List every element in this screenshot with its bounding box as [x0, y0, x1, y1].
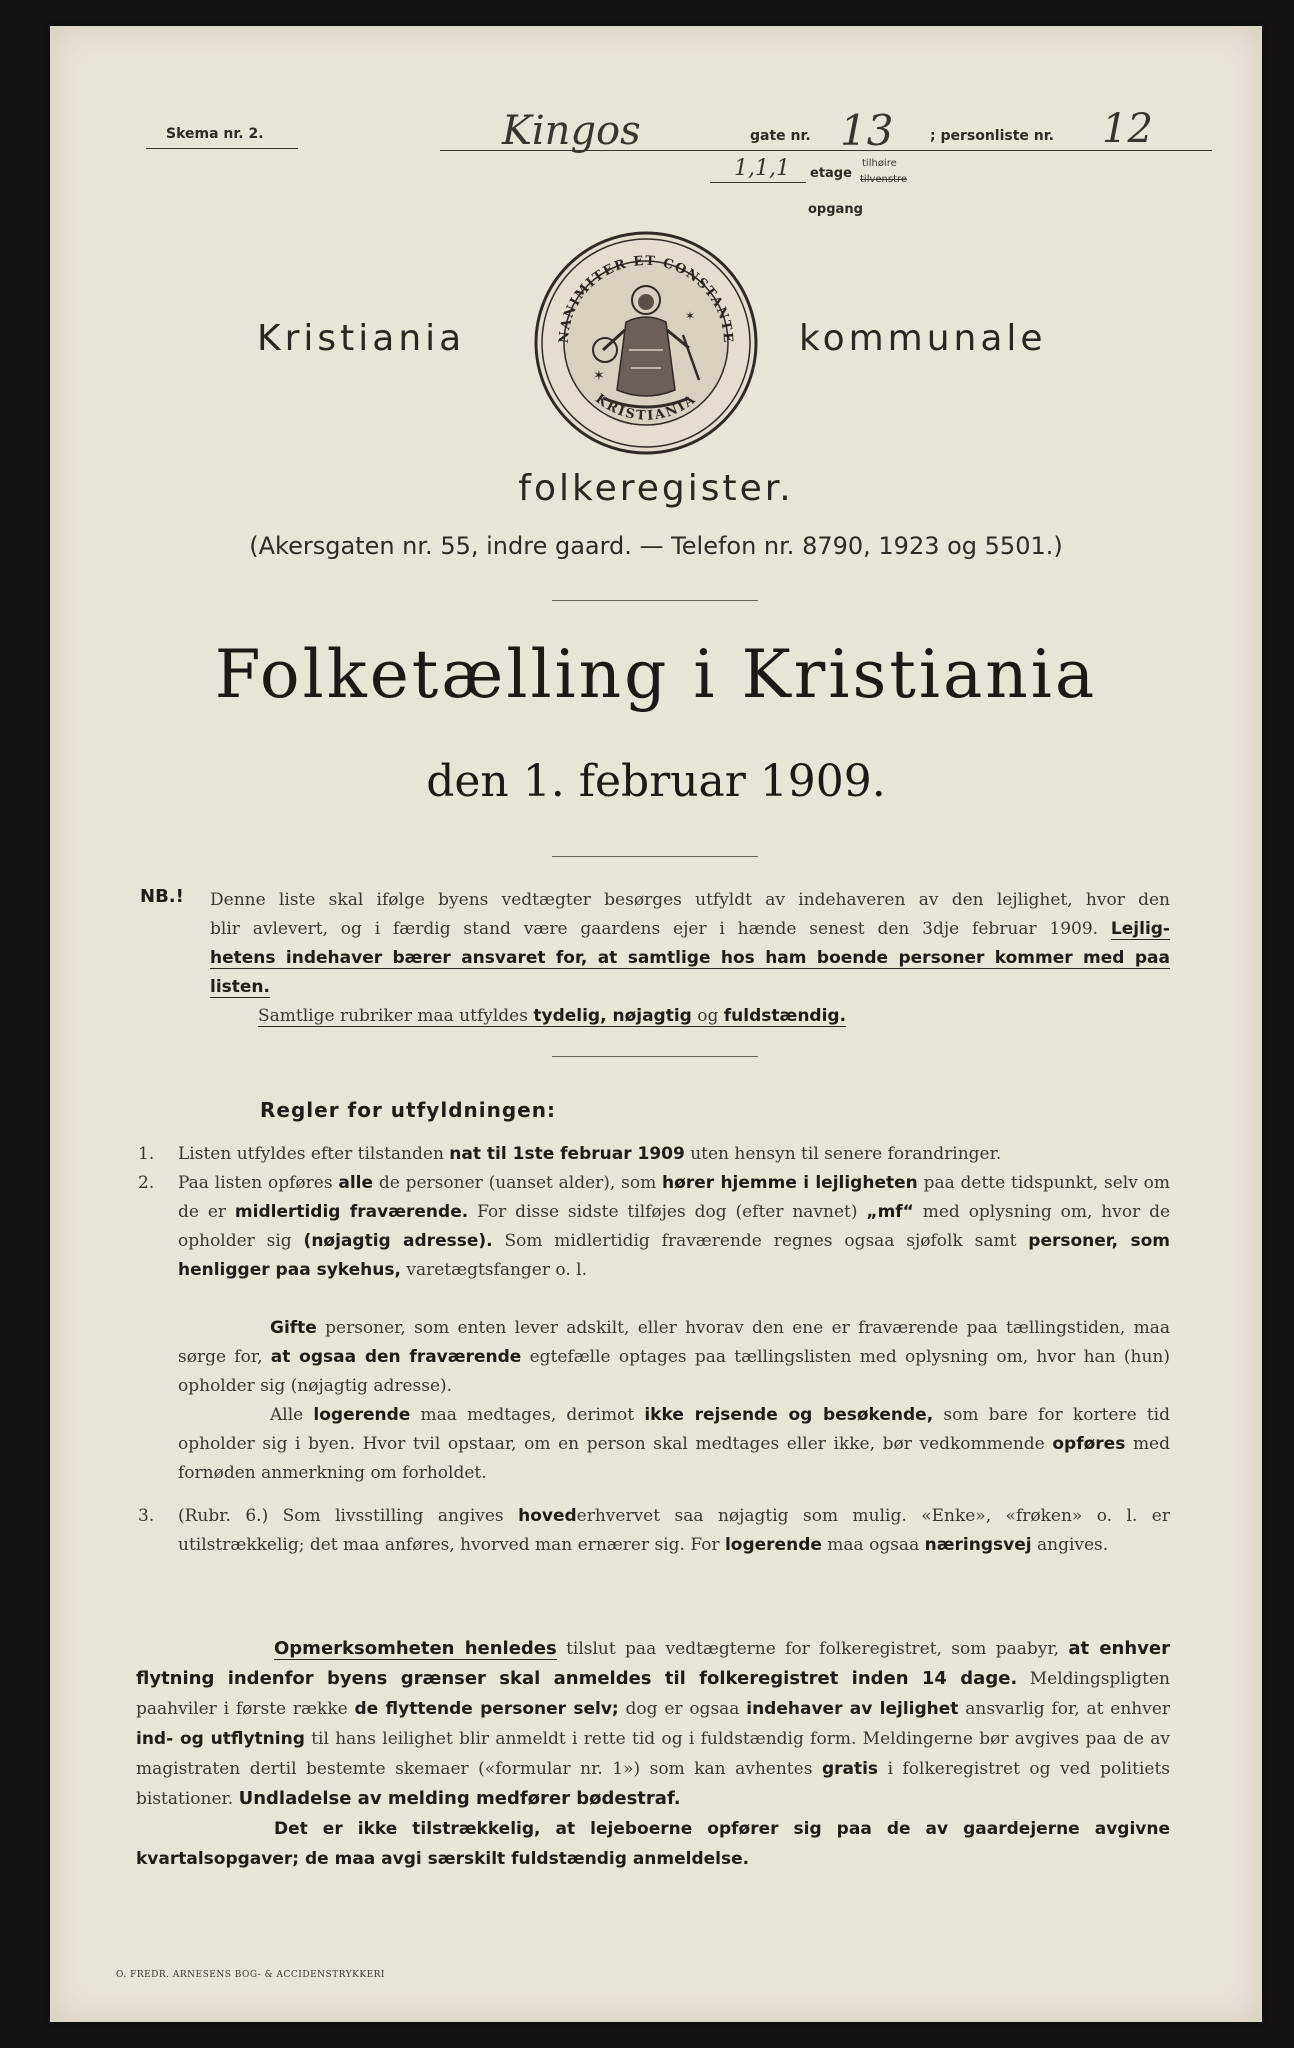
- divider-2: [552, 856, 758, 857]
- nb-line-2-emphasis: Lejlig-: [1110, 919, 1170, 939]
- rule-3-b3: næringsvej: [924, 1535, 1032, 1555]
- street-handwritten: Kingos: [502, 108, 641, 154]
- etage-label: etage: [810, 166, 852, 181]
- city-seal: [533, 230, 759, 456]
- notice-b1: at enhver flytning indenfor byens grænser skal anmeldes til folkeregistret inden 14 dage.: [136, 1638, 1170, 1689]
- notice-t3: dog er ogsaa: [625, 1699, 740, 1719]
- notice-t6: i folkeregistret og ved politiets bistationer.: [136, 1759, 1170, 1809]
- rules-heading: Regler for utfyldningen:: [260, 1098, 556, 1122]
- notice-t1: tilslut paa vedtægterne for folkeregistret, som paabyr,: [566, 1639, 1060, 1659]
- document-page: [50, 26, 1262, 2022]
- office-right-word: kommunale: [799, 318, 1047, 359]
- printer-imprint: O. FREDR. ARNESENS BOG- & ACCIDENSTRYKKERI: [116, 1970, 385, 1980]
- rule-2-text: [178, 1169, 1170, 1285]
- rule-2-t2: de personer (uanset alder), som: [378, 1173, 657, 1193]
- nb-line-4-a-text: Samtlige rubriker maa utfyldes: [258, 1006, 528, 1026]
- rule-2-lodgers-text: [178, 1401, 1170, 1488]
- rule-2c-b1: logerende: [313, 1405, 411, 1425]
- rule-2-b4: „mf“: [866, 1202, 914, 1222]
- rule-2c-t3: som bare for kortere tid opholder sig i byen. Hvor tvil opstaar, om en person skal medtages eller ikke, bør vedkommende: [178, 1405, 1170, 1454]
- nb-line-4-d: fuldstændig.: [723, 1006, 847, 1026]
- rule-2c-b2: ikke rejsende og besøkende,: [644, 1405, 934, 1425]
- side-label-bottom: tilvenstre: [860, 174, 908, 185]
- floor-underline: [710, 182, 806, 183]
- notice-t2: Meldingspligten paahviler i første række: [136, 1669, 1171, 1719]
- rule-2b-b1: Gifte: [270, 1318, 317, 1338]
- rule-2b-t1: personer, som enten lever adskilt, eller hvorav den ene er fraværende paa tællingstiden, maa sørge for,: [178, 1318, 1170, 1367]
- notice-last: Det er ikke tilstrækkelig, at lejeboerne opfører sig paa de av gaardejerne avgivne kvartalsopgaver; de maa avgi særskilt fuldstændig anmeldelse.: [136, 1819, 1170, 1869]
- office-left-word: Kristiania: [257, 318, 466, 359]
- main-title: Folketælling i Kristiania: [214, 636, 1098, 713]
- skema-underline: [146, 148, 298, 149]
- address-underline: [440, 150, 1212, 151]
- rule-2-b1: alle: [338, 1173, 374, 1193]
- rule-3-t4: angives.: [1036, 1535, 1109, 1555]
- nb-label: NB.!: [140, 886, 184, 907]
- notice-b3: indehaver av lejlighet: [746, 1699, 959, 1719]
- notice-t4: ansvarlig for, at enhver: [965, 1699, 1171, 1719]
- nb-line-4: [210, 1002, 1170, 1031]
- opgang-label: opgang: [808, 202, 863, 217]
- rule-2c-b3: opføres: [1052, 1434, 1126, 1454]
- rule-2-b2: hører hjemme i lejligheten: [662, 1173, 918, 1193]
- personliste-number: 12: [1102, 106, 1153, 152]
- rule-2-number: 2.: [138, 1173, 155, 1193]
- notice-last-paragraph: [136, 1814, 1170, 1874]
- nb-line-4-c: og: [697, 1006, 719, 1026]
- personliste-label: ; personliste nr.: [930, 128, 1054, 144]
- notice-t5: til hans leilighet blir anmeldt i rette tid og i fuldstændig form. Meldingerne bør avgives paa de av magistraten dertil bestemte skemaer («formular nr. 1») som kan avhentes: [136, 1729, 1170, 1779]
- rule-1-t2: uten hensyn til senere forandringer.: [690, 1144, 1002, 1164]
- notice-paragraph: [136, 1634, 1170, 1814]
- office-address: (Akersgaten nr. 55, indre gaard. — Telefon nr. 8790, 1923 og 5501.): [249, 532, 1063, 560]
- rule-2-t5: med oplysning om, hvor de opholder sig: [178, 1202, 1171, 1251]
- rule-3-t3: maa ogsaa: [827, 1535, 920, 1555]
- seal-graphic: [533, 230, 759, 456]
- nb-line-4-b: tydelig, nøjagtig: [533, 1006, 692, 1026]
- rule-3-b1: hoved: [518, 1506, 577, 1526]
- rule-1-number: 1.: [138, 1144, 155, 1164]
- floor-handwritten: 1,1,1: [734, 156, 790, 181]
- rule-3-text: [178, 1502, 1170, 1560]
- rule-1-t1: Listen utfyldes efter tilstanden: [178, 1144, 444, 1164]
- rule-2c-t4: med fornøden anmerkning om forholdet.: [178, 1434, 1171, 1483]
- rule-2-b3: midlertidig fraværende.: [234, 1202, 469, 1222]
- notice-b4: ind- og utflytning: [136, 1729, 305, 1749]
- seal-ring-text: NANIMITER ET CONSTANTE: [556, 253, 736, 345]
- notice-b5: gratis: [821, 1759, 879, 1779]
- rule-2-t7: varetægtsfanger o. l.: [406, 1260, 587, 1280]
- rule-2-t3: paa dette tidspunkt, selv om de er: [178, 1173, 1170, 1222]
- rule-2b-t2: egtefælle optages paa tællingslisten med oplysning om, hvor han (hun) opholder sig (nøjagtig adresse).: [178, 1347, 1170, 1396]
- rule-2-b5: (nøjagtig adresse).: [303, 1231, 493, 1251]
- nb-line-2-text: blir avlevert, og i færdig stand være gaardens ejer i hænde senest den 3dje februar 1909.: [210, 919, 1099, 939]
- nb-line-1: Denne liste skal ifølge byens vedtægter besørges utfyldt av indehaveren av den lejlighet, hvor den: [210, 890, 1170, 910]
- nb-line-2: [210, 915, 1170, 944]
- rule-3-b2: logerende: [724, 1535, 822, 1555]
- rule-2c-t2: maa medtages, derimot: [420, 1405, 635, 1425]
- nb-line-3: [210, 944, 1170, 1002]
- side-label-top: tilhøire: [862, 158, 897, 169]
- divider-1: [552, 600, 758, 601]
- rule-1-b1: nat til 1ste februar 1909: [449, 1144, 685, 1164]
- rule-2-t6: Som midlertidig fraværende regnes ogsaa sjøfolk samt: [504, 1231, 1017, 1251]
- skema-label: Skema nr. 2.: [166, 126, 264, 142]
- gate-number: 13: [840, 106, 894, 155]
- nb-line-3-emphasis: hetens indehaver bærer ansvaret for, at samtlige hos ham boende personer kommer med paa listen.: [210, 948, 1170, 997]
- svg-text:✶: ✶: [685, 309, 696, 323]
- svg-text:✶: ✶: [593, 368, 605, 384]
- rule-2-t4: For disse sidste tilføjes dog (efter navnet): [477, 1202, 858, 1222]
- rule-3-number: 3.: [138, 1506, 155, 1526]
- notice-b2: de flyttende personer selv;: [354, 1699, 619, 1719]
- rule-3-t2: erhvervet saa nøjagtig som mulig. «Enke», «frøken» o. l. er utilstrækkelig; det maa anføres, hvorved man ernærer sig. For: [178, 1506, 1170, 1555]
- nb-paragraph: [210, 886, 1170, 1031]
- seal-bottom-text: KRISTIANIA: [592, 391, 700, 424]
- rule-1-text: [178, 1140, 1170, 1169]
- rule-3-t1: (Rubr. 6.) Som livsstilling angives: [178, 1506, 504, 1526]
- census-date: den 1. februar 1909.: [426, 756, 886, 807]
- rule-2b-b2: at ogsaa den fraværende: [270, 1347, 522, 1367]
- notice-b6: Undladelse av melding medfører bødestraf.: [238, 1788, 681, 1809]
- nb-line-4-a: [258, 1006, 846, 1027]
- rule-2-t1: Paa listen opføres: [178, 1173, 333, 1193]
- office-title: folkeregister.: [518, 468, 794, 509]
- notice-lead: Opmerksomheten henledes: [274, 1638, 557, 1659]
- rule-2-b6: personer, som henligger paa sykehus,: [178, 1231, 1171, 1280]
- gate-label: gate nr.: [750, 128, 811, 144]
- rule-2c-t1: Alle: [270, 1405, 304, 1425]
- rule-2-married-text: [178, 1314, 1170, 1401]
- divider-3: [552, 1056, 758, 1057]
